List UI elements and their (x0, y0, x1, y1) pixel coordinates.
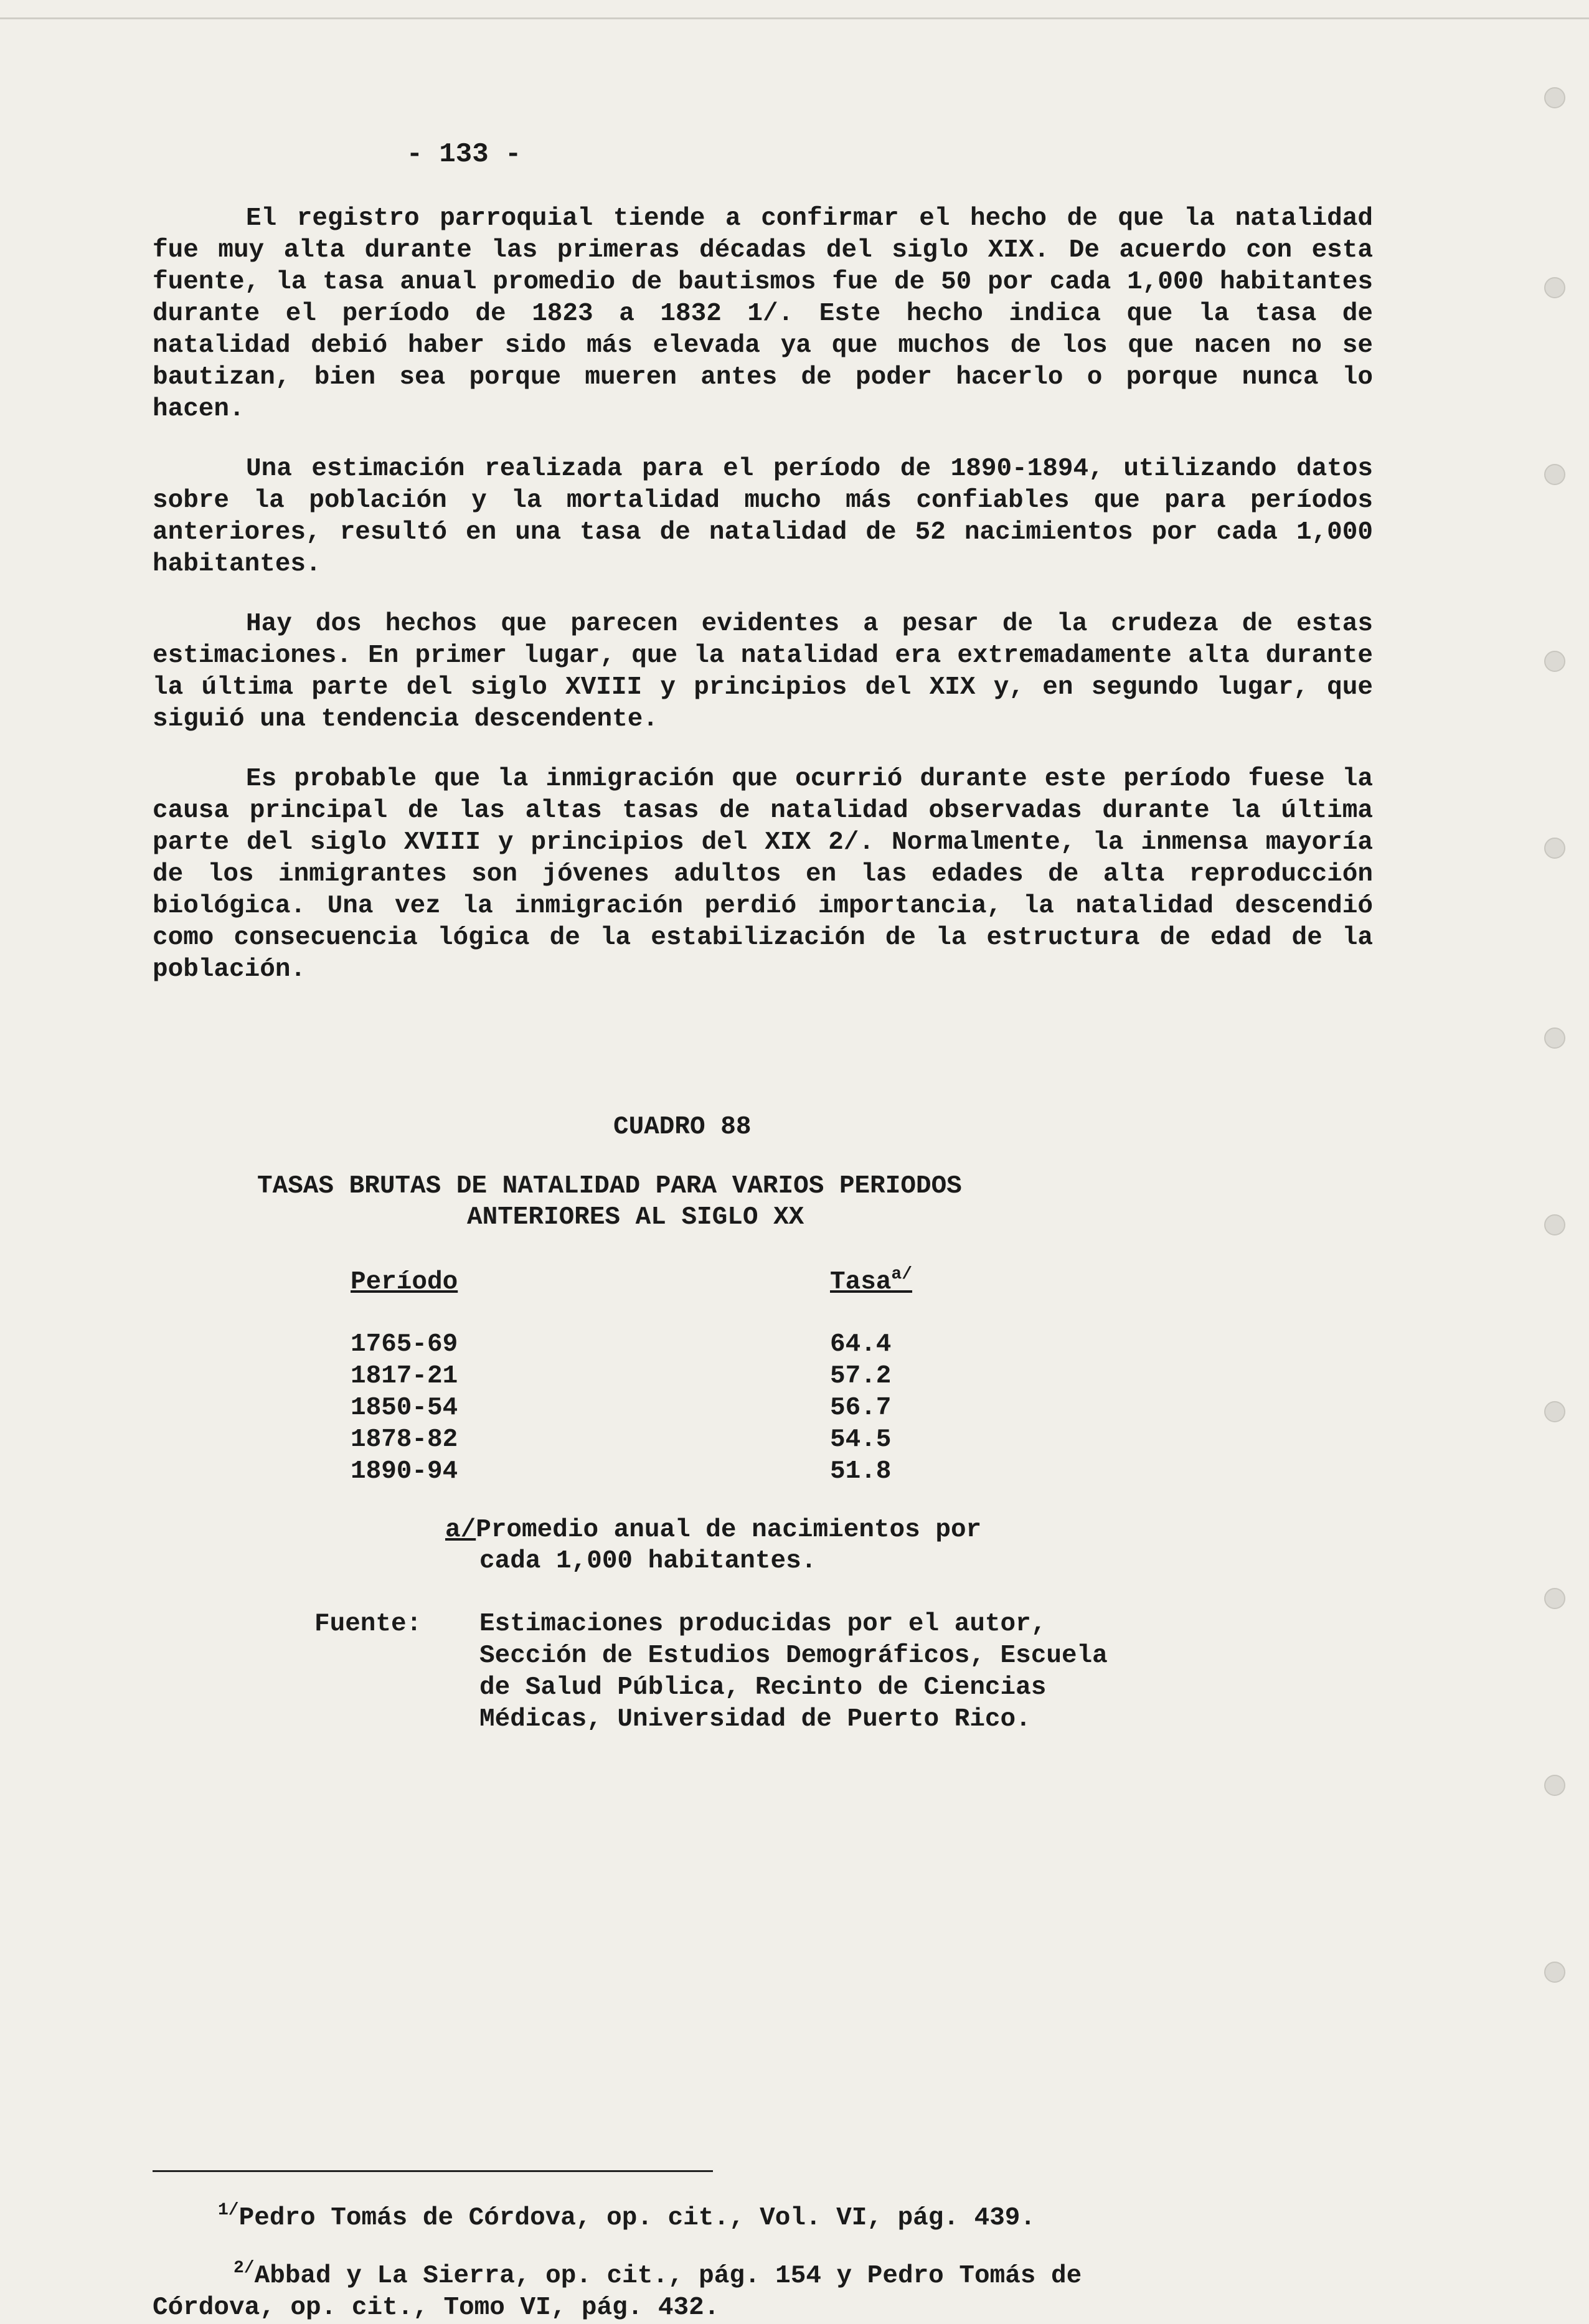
page-top-edge (0, 17, 1589, 19)
period-cell: 1890-94 (351, 1457, 458, 1486)
table-note-line2: cada 1,000 habitantes. (479, 1547, 817, 1575)
page-number: - 133 - (406, 139, 522, 170)
binder-hole (1544, 1027, 1565, 1049)
source-text (479, 1608, 1289, 1736)
footnote-1-marker: 1/ (218, 2201, 239, 2220)
footnote-2-line2: Córdova, op. cit., Tomo VI, pág. 432. (153, 2293, 720, 2322)
binder-hole (1544, 651, 1565, 672)
column-header-rate-marker: a/ (891, 1265, 913, 1284)
table-note (445, 1514, 1317, 1546)
rate-cell: 51.8 (830, 1457, 892, 1486)
paragraph-1: El registro parroquial tiende a confirmar el hecho de que la natalidad fue muy alta durante las primeras décadas del siglo XIX. De acuerdo con esta fuente, la tasa anual promedio de bautismos fue de 50 por cada 1,000 habitantes durante el período de 1823 a 1832 1/. Este hecho indica que la tasa de natalidad debió haber sido más elevada ya que muchos de los que nacen no se bautizan, bien sea porque mueren antes de poder hacerlo o porque nunca lo hacen. (153, 204, 1373, 423)
period-cell: 1878-82 (351, 1425, 458, 1454)
binder-hole (1544, 1588, 1565, 1609)
source-line: Sección de Estudios Demográficos, Escuela (479, 1641, 1108, 1670)
binder-hole (1544, 838, 1565, 859)
binder-hole (1544, 1962, 1565, 1983)
paragraph-3: Hay dos hechos que parecen evidentes a pesar de la crudeza de estas estimaciones. En primer lugar, que la natalidad era extremadamente alta durante la última parte del siglo XVIII y principios del XIX y, en segundo lugar, que siguió una tendencia descendente. (153, 610, 1373, 734)
binder-hole (1544, 1775, 1565, 1796)
source-line: de Salud Pública, Recinto de Ciencias (479, 1673, 1047, 1702)
table-row (153, 1361, 1024, 1392)
binder-hole (1544, 1214, 1565, 1235)
rate-cell: 64.4 (830, 1330, 892, 1359)
binder-hole (1544, 1401, 1565, 1422)
binder-holes (1544, 0, 1575, 2098)
source-line: Médicas, Universidad de Puerto Rico. (479, 1705, 1031, 1734)
footnote-2-line1-wrap (153, 2260, 1336, 2292)
paragraph-2: Una estimación realizada para el período de 1890-1894, utilizando datos sobre la población y la mortalidad mucho más confiables que para períodos anteriores, resultó en una tasa de natalidad de 52 nacimientos por cada 1,000 habitantes. (153, 455, 1373, 579)
source-line: Estimaciones producidas por el autor, (479, 1610, 1047, 1638)
footnote-2 (153, 2260, 1336, 2324)
table-note-line1: Promedio anual de nacimientos por (476, 1516, 982, 1544)
table-row (153, 1456, 1024, 1488)
footnote-1 (218, 2203, 1339, 2234)
period-cell: 1850-54 (351, 1394, 458, 1422)
column-header-period: Período (351, 1268, 458, 1297)
footnote-2-line1: Abbad y La Sierra, op. cit., pág. 154 y Pedro Tomás de (254, 2262, 1082, 2290)
table-row (153, 1424, 1024, 1456)
binder-hole (1544, 87, 1565, 108)
body-text (153, 203, 1373, 1014)
footnote-2-marker: 2/ (233, 2259, 255, 2278)
column-header-rate (830, 1267, 912, 1298)
table-label: CUADRO 88 (613, 1113, 752, 1141)
table-title-line2: ANTERIORES AL SIGLO XX (467, 1203, 804, 1232)
rate-cell: 54.5 (830, 1425, 892, 1454)
table-title-line1: TASAS BRUTAS DE NATALIDAD PARA VARIOS PERIODOS (257, 1172, 962, 1201)
binder-hole (1544, 464, 1565, 485)
footnote-divider (153, 2170, 713, 2172)
table-note-marker: a/ (445, 1516, 476, 1544)
footnote-1-text: Pedro Tomás de Córdova, op. cit., Vol. VI, pág. 439. (238, 2204, 1036, 2232)
paragraph-4: Es probable que la inmigración que ocurrió durante este período fuese la causa principal de las altas tasas de natalidad observadas durante la última parte del siglo XVIII y principios del XIX 2/. Normalmente, la inmensa mayoría de los inmigrantes son jóvenes adultos en las edades de alta reproducción biológica. Una vez la inmigración perdió importancia, la natalidad descendió como consecuencia lógica de la estabilización de la estructura de edad de la población. (153, 765, 1373, 984)
period-cell: 1765-69 (351, 1330, 458, 1359)
table-row (153, 1329, 1024, 1361)
binder-hole (1544, 277, 1565, 298)
rate-cell: 57.2 (830, 1362, 892, 1391)
column-header-rate-text: Tasa (830, 1268, 892, 1297)
period-cell: 1817-21 (351, 1362, 458, 1391)
table-row (153, 1392, 1024, 1424)
rate-cell: 56.7 (830, 1394, 892, 1422)
source-label: Fuente: (314, 1610, 422, 1638)
